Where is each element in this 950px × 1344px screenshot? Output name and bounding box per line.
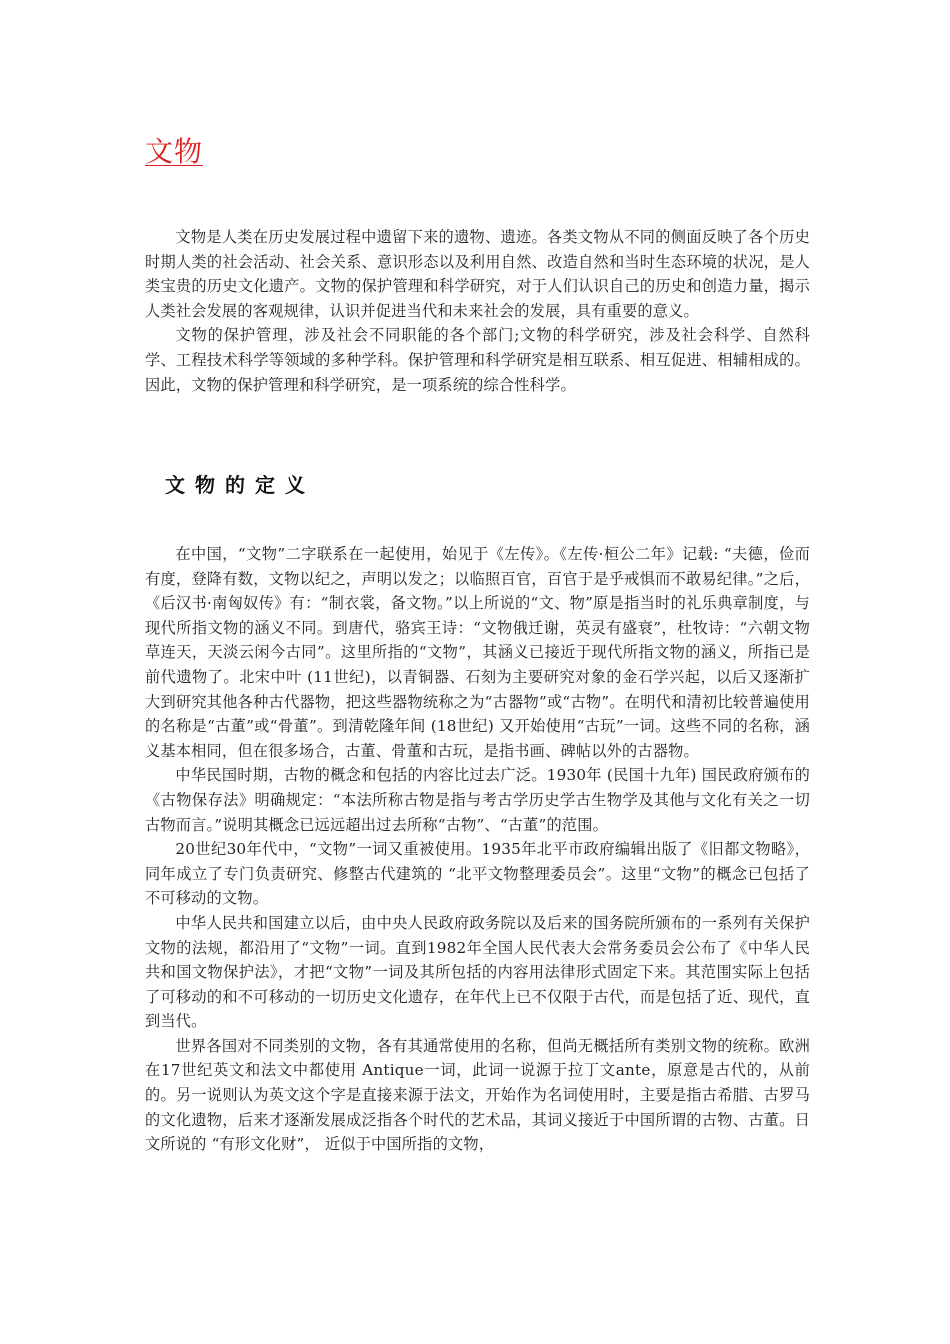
intro-section [145,225,810,397]
intro-paragraph-1: 文物是人类在历史发展过程中遗留下来的遗物、遗迹。各类文物从不同的侧面反映了各个历史时期人类的社会活动、社会关系、意识形态以及利用自然、改造自然和当时生态环境的状况，是人类宝贵的历史文化遗产。文物的保护管理和科学研究，对于人们认识自己的历史和创造力量，揭示人类社会发展的客观规律，认识并促进当代和未来社会的发展，具有重要的意义。 [145,228,810,320]
definition-section [145,542,810,1157]
intro-paragraph-2: 文物的保护管理，涉及社会不同职能的各个部门;文物的科学研究，涉及社会科学、自然科学、工程技术科学等领域的多种学科。保护管理和科学研究是相互联系、相互促进、相辅相成的。因此，文物的保护管理和科学研究，是一项系统的综合性科学。 [145,326,810,394]
definition-paragraph-4: 中华人民共和国建立以后，由中央人民政府政务院以及后来的国务院所颁布的一系列有关保护文物的法规，都沿用了“文物”一词。直到1982年全国人民代表大会常务委员会公布了《中华人民共和国文物保护法》，才把“文物”一词及其所包括的内容用法律形式固定下来。其范围实际上包括了可移动的和不可移动的一切历史文化遗存，在年代上已不仅限于古代，而是包括了近、现代，直到当代。 [145,913,810,1031]
section-heading: 文物的定义 [165,473,315,497]
definition-paragraph-1: 在中国，“文物”二字联系在一起使用，始见于《左传》。《左传·桓公二年》记载: “夫德，俭而有度，登降有数，文物以纪之，声明以发之；以临照百官，百官于是乎戒惧而不敢易纪律。”之后，《后汉书·南匈奴传》有：“制衣裳，备文物。”以上所说的“文、物”原是指当时的礼乐典章制度，与现代所指文物的涵义不同。到唐代，骆宾王诗：“文物俄迁谢，英灵有盛衰”，杜牧诗：“六朝文物草连天，天淡云闲今古同”。这里所指的“文物”，其涵义已接近于现代所指文物的涵义，所指已是前代遗物了。北宋中叶 (11世纪)，以青铜器、石刻为主要研究对象的金石学兴起，以后又逐渐扩大到研究其他各种古代器物，把这些器物统称之为“古器物”或“古物”。在明代和清初比较普遍使用的名称是“古董”或“骨董”。到清乾隆年间 (18世纪) 又开始使用“古玩”一词。这些不同的名称，涵义基本相同，但在很多场合，古董、骨董和古玩，是指书画、碑帖以外的古器物。 [145,545,810,760]
definition-paragraph-5: 世界各国对不同类别的文物，各有其通常使用的名称，但尚无概括所有类别文物的统称。欧洲在17世纪英文和法文中都使用 Antique一词，此词一说源于拉丁文ante，原意是古代的，从前的。另一说则认为英文这个字是直接来源于法文，开始作为名词使用时，主要是指古希腊、古罗马的文化遗物，后来才逐渐发展成泛指各个时代的艺术品，其词义接近于中国所谓的古物、古董。日文所说的 “有形文化财”， 近似于中国所指的文物， [145,1036,810,1154]
definition-paragraph-2: 中华民国时期，古物的概念和包括的内容比过去广泛。1930年 (民国十九年) 国民政府颁布的《古物保存法》明确规定：“本法所称古物是指与考古学历史学古生物学及其他与文化有关之一切古物而言。”说明其概念已远远超出过去所称“古物”、“古董”的范围。 [145,766,810,834]
document-title-link[interactable]: 文物 [145,135,204,168]
definition-paragraph-3: 20世纪30年代中，“文物”一词又重被使用。1935年北平市政府编辑出版了《旧都文物略》，同年成立了专门负责研究、修整古代建筑的 “北平文物整理委员会”。这里“文物”的概念已包括了不可移动的文物。 [145,840,810,908]
